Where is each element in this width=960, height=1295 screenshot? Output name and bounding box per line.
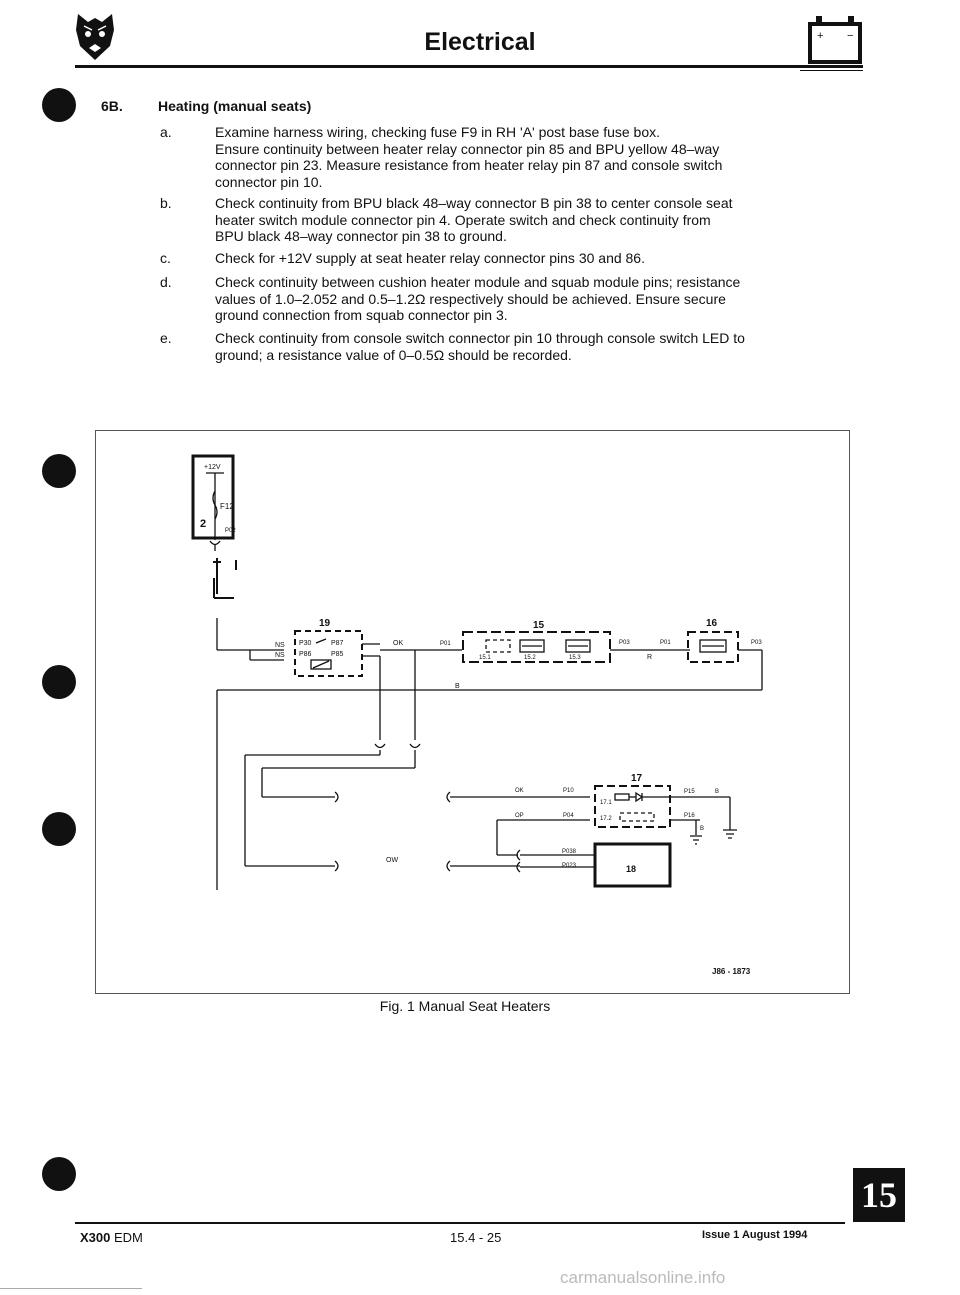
squab-id: 16 [706, 618, 718, 629]
pin-p16: P16 [684, 813, 695, 819]
step-line: Ensure continuity between heater relay connector pin 85 and BPU yellow 48–way [215, 140, 720, 157]
section-title: Heating (manual seats) [158, 98, 312, 114]
wire-ns-bottom: NS [275, 652, 285, 659]
footer-issue: Issue 1 August 1994 [702, 1229, 808, 1241]
supply-label: +12V [204, 464, 221, 471]
switch-sub1: 17.1 [600, 800, 612, 806]
wire-b-p16: B [700, 826, 705, 832]
step-line: Examine harness wiring, checking fuse F9 in RH 'A' post base fuse box. [215, 124, 661, 140]
step-b-label: b. [160, 195, 172, 211]
footer-rule [75, 1222, 845, 1224]
connector-icon [375, 744, 385, 748]
squab-p01: P01 [660, 640, 671, 646]
relay-id: 19 [319, 618, 331, 629]
switch-contact [620, 813, 654, 821]
binder-hole [42, 1157, 76, 1191]
connector-icon [517, 850, 520, 860]
footer-page: 15.4 - 25 [450, 1230, 502, 1245]
wire-ok-lower: OK [515, 788, 524, 794]
wire-ns-top: NS [275, 642, 285, 649]
step-line: ground; a resistance value of 0–0.5Ω should be recorded. [215, 346, 572, 363]
splice-marker [213, 558, 236, 598]
wire-r: R [647, 654, 653, 661]
scan-edge [0, 1288, 142, 1289]
pin-p15: P15 [684, 789, 695, 795]
relay-contact [316, 639, 326, 643]
relay-p30: P30 [299, 640, 312, 647]
step-line: heater switch module connector pin 4. Operate switch and check continuity from [215, 211, 711, 228]
cushion-p01: P01 [440, 641, 451, 647]
figure-ref-code: J86 - 1873 [712, 967, 751, 976]
connector-icon [517, 862, 520, 872]
figure-caption: Fig. 1 Manual Seat Heaters [379, 998, 551, 1014]
wire-ok: OK [393, 640, 404, 647]
cushion-id: 15 [533, 620, 545, 631]
pin-p10: P10 [563, 788, 574, 794]
relay-p85: P85 [331, 651, 344, 658]
step-line: Check for +12V supply at seat heater relay connector pins 30 and 86. [215, 250, 645, 266]
relay-p87: P87 [331, 640, 344, 647]
wire-ow: OW [386, 857, 399, 864]
ground-icon [723, 830, 737, 838]
fuse-box-number: 2 [200, 518, 207, 530]
ground-icon [690, 836, 702, 844]
switch-sub2: 17.2 [600, 816, 612, 822]
switch-resistor [615, 794, 629, 800]
step-c-label: c. [160, 250, 171, 266]
step-a-label: a. [160, 124, 172, 140]
wire-op: OP [515, 813, 524, 819]
cushion-sub2: 15.2 [524, 655, 536, 661]
section-tab: 15 [853, 1168, 905, 1222]
page-title: Electrical [424, 28, 536, 56]
section-number: 6B. [101, 98, 123, 114]
step-line: Check continuity from console switch connector pin 10 through console switch LED to [215, 330, 745, 346]
pin-p023: P023 [562, 863, 577, 869]
wire-b-p15: B [715, 789, 720, 795]
cushion-sub3: 15.3 [569, 655, 581, 661]
footer-model-name: X300 [80, 1230, 111, 1245]
connector-icon [335, 792, 338, 802]
battery-plus-label: + [817, 30, 824, 42]
connector-icon [410, 744, 420, 748]
cushion-element-1 [486, 640, 510, 652]
connector-icon [447, 861, 450, 871]
step-line: Check continuity from BPU black 48–way connector B pin 38 to center console seat [215, 195, 733, 211]
switch-id: 17 [631, 773, 643, 784]
footer-model [80, 1230, 143, 1245]
cushion-sub1: 15.1 [479, 655, 491, 661]
module-id: 18 [626, 864, 637, 874]
connector-icon [335, 861, 338, 871]
step-line: connector pin 10. [215, 173, 323, 190]
connector-icon [210, 541, 220, 545]
step-line: ground connection from squab connector pin 3. [215, 307, 508, 323]
pin-p04: P04 [563, 813, 574, 819]
step-line: connector pin 23. Measure resistance from heater relay pin 87 and console switch [215, 157, 723, 173]
step-line: Check continuity between cushion heater module and squab module pins; resistance [215, 274, 741, 290]
footer-doc: EDM [110, 1230, 143, 1245]
step-d-label: d. [160, 274, 172, 290]
battery-minus-label: − [847, 30, 854, 42]
step-line: BPU black 48–way connector pin 38 to ground. [215, 228, 507, 244]
cushion-p03: P03 [619, 640, 630, 646]
watermark: carmanualsonline.info [560, 1268, 726, 1287]
squab-p03: P03 [751, 640, 762, 646]
pin-p02-label: P02 [225, 528, 236, 534]
wire-b-main: B [455, 683, 460, 690]
fuse-label: F12 [220, 502, 234, 511]
switch-led-icon [636, 793, 642, 801]
step-line: values of 1.0–2.052 and 0.5–1.2Ω respectively should be achieved. Ensure secure [215, 290, 726, 307]
step-e-label: e. [160, 330, 172, 346]
relay-p86: P86 [299, 651, 312, 658]
pin-p038: P038 [562, 849, 577, 855]
squab-heater-16 [688, 632, 738, 662]
connector-icon [447, 792, 450, 802]
